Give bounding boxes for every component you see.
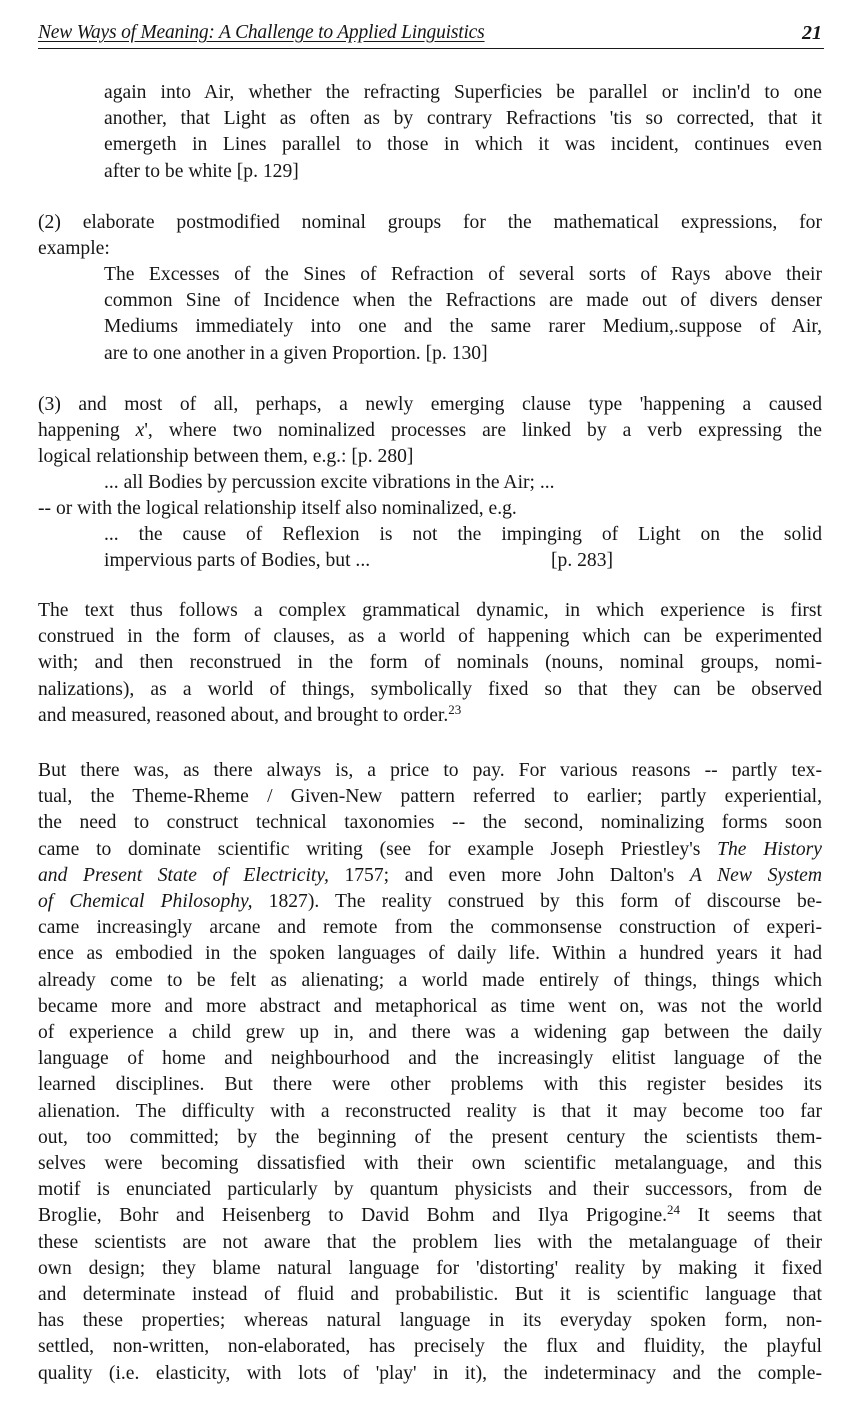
- page-number: 21: [802, 22, 822, 44]
- example-line: ... the cause of Reflexion is not the impinging of Light on the solid: [104, 524, 822, 545]
- quote-line: common Sine of Incidence when the Refractions are made out of divers denser: [104, 290, 822, 312]
- paragraph-line: tual, the Theme-Rheme / Given-New pattern referred to earlier; partly experiential,: [38, 786, 822, 808]
- text-fragment: ', where two nominalized processes are linked by a verb expressing the: [144, 420, 822, 442]
- paragraph-line: [38, 889, 822, 915]
- paragraph-line: already come to be felt as alienating; a world made entirely of things, things which: [38, 969, 822, 991]
- paragraph-line: settled, non-written, non-elaborated, has precisely the flux and fluidity, the playful: [38, 1336, 822, 1358]
- paragraph-line: came increasingly arcane and remote from the commonsense construction of experi-: [38, 917, 822, 939]
- paragraph-line: The text thus follows a complex grammatical dynamic, in which experience is first: [38, 600, 822, 621]
- book-title: of Chemical Philosophy,: [38, 891, 253, 913]
- paragraph-line: quality (i.e. elasticity, with lots of 'play' in it), the indeterminacy and the comple-: [38, 1362, 822, 1384]
- italic-variable: x: [135, 420, 145, 442]
- paragraph-line: these scientists are not aware that the problem lies with the metalanguage of their: [38, 1231, 822, 1253]
- text-fragment: 1757; and even more John Dalton's: [328, 864, 690, 886]
- list-item-2: [38, 210, 822, 262]
- paragraph-line: selves were becoming dissatisfied with their own scientific metalanguage, and this: [38, 1153, 822, 1175]
- list-item-line: logical relationship between them, e.g.: [p. 280]: [38, 446, 414, 468]
- running-header: [38, 22, 824, 49]
- paragraph-line: But there was, as there always is, a price to pay. For various reasons -- partly tex-: [38, 760, 822, 781]
- paragraph-line: and determinate instead of fluid and probabilistic. But it is scientific language that: [38, 1284, 822, 1306]
- paragraph-line: the need to construct technical taxonomies -- the second, nominalizing forms soon: [38, 812, 822, 834]
- paragraph-line: became more and more abstract and metaphorical as time went on, was not the world: [38, 995, 822, 1017]
- paragraph-2: [38, 758, 822, 1387]
- text-fragment: 1827). The reality construed by this form of discourse be-: [252, 891, 822, 913]
- quote-line: Mediums immediately into one and the same rarer Medium,.suppose of Air,: [104, 316, 822, 338]
- quote-block-1: [104, 80, 822, 185]
- example-block-2: [104, 522, 822, 574]
- paragraph-line: out, too committed; by the beginning of the present century the scientists them-: [38, 1126, 822, 1148]
- text-fragment: came to dominate scientific writing (see for example Joseph Priestley's: [38, 838, 718, 860]
- paragraph-line: language of home and neighbourhood and the increasingly elitist language of the: [38, 1048, 822, 1070]
- list-item-line: example:: [38, 238, 110, 260]
- paragraph-line: learned disciplines. But there were other problems with this register besides its: [38, 1074, 822, 1096]
- paragraph-line: [38, 863, 822, 889]
- list-item-line: [38, 418, 822, 444]
- paragraph-line: of experience a child grew up in, and there was a widening gap between the daily: [38, 1022, 822, 1044]
- paragraph-line: ence as embodied in the spoken languages of daily life. Within a hundred years it had: [38, 943, 822, 965]
- quote-block-2: [104, 262, 822, 367]
- paragraph-line: construed in the form of clauses, as a world of happening which can be experimented: [38, 626, 822, 648]
- paragraph-line: motif is enunciated particularly by quantum physicists and their successors, from de: [38, 1179, 822, 1201]
- book-title: The History: [717, 838, 823, 860]
- example-line-with-ref: [104, 548, 822, 574]
- footnote-marker: 23: [448, 701, 462, 717]
- paragraph-line: nalizations), as a world of things, symbolically fixed so that they can be observed: [38, 678, 822, 700]
- paragraph-line: [38, 703, 822, 729]
- example-line-1: [104, 470, 822, 496]
- example-line: ... all Bodies by percussion excite vibrations in the Air; ...: [104, 472, 555, 493]
- paragraph-line: [38, 837, 822, 863]
- list-item-3: [38, 392, 822, 471]
- book-title: A New System: [689, 864, 822, 886]
- quote-line: are to one another in a given Proportion. [p. 130]: [104, 342, 488, 364]
- paragraph-line: with; and then reconstrued in the form of nominals (nouns, nominal groups, nomi-: [38, 652, 822, 674]
- paragraph-line: alienation. The difficulty with a reconstructed reality is that it may become too far: [38, 1100, 822, 1122]
- text-fragment: Broglie, Bohr and Heisenberg to David Bohm and Ilya Prigogine.: [38, 1205, 668, 1227]
- list-item-line: -- or with the logical relationship itself also nominalized, e.g.: [38, 498, 517, 519]
- list-item-3-continuation: [38, 496, 822, 522]
- text-fragment: and measured, reasoned about, and brought to order.: [38, 704, 449, 726]
- list-item-line: (3) and most of all, perhaps, a newly emerging clause type 'happening a caused: [38, 394, 822, 415]
- running-header-title: New Ways of Meaning: A Challenge to Applied Linguistics: [38, 22, 485, 43]
- quote-line: emergeth in Lines parallel to those in which it was incident, continues even: [104, 134, 822, 156]
- paragraph-line: own design; they blame natural language for 'distorting' reality by making it fixed: [38, 1257, 822, 1279]
- quote-line: another, that Light as often as by contrary Refractions 'tis so corrected, that it: [104, 108, 822, 130]
- page-reference: [p. 283]: [551, 550, 614, 572]
- example-line: impervious parts of Bodies, but ...: [104, 550, 371, 572]
- footnote-marker: 24: [667, 1202, 681, 1218]
- list-item-line: (2) elaborate postmodified nominal groups for the mathematical expressions, for: [38, 212, 822, 233]
- paragraph-line: has these properties; whereas natural language in its everyday spoken form, non-: [38, 1310, 822, 1332]
- text-fragment: happening: [38, 420, 120, 442]
- book-title: and Present State of Electricity,: [38, 864, 329, 886]
- quote-line: The Excesses of the Sines of Refraction of several sorts of Rays above their: [104, 264, 822, 285]
- text-fragment: It seems that: [680, 1205, 822, 1227]
- quote-line: after to be white [p. 129]: [104, 160, 299, 182]
- quote-line: again into Air, whether the refracting Superficies be parallel or inclin'd to one: [104, 82, 822, 103]
- paragraph-line: [38, 1203, 822, 1229]
- paragraph-1: [38, 598, 822, 729]
